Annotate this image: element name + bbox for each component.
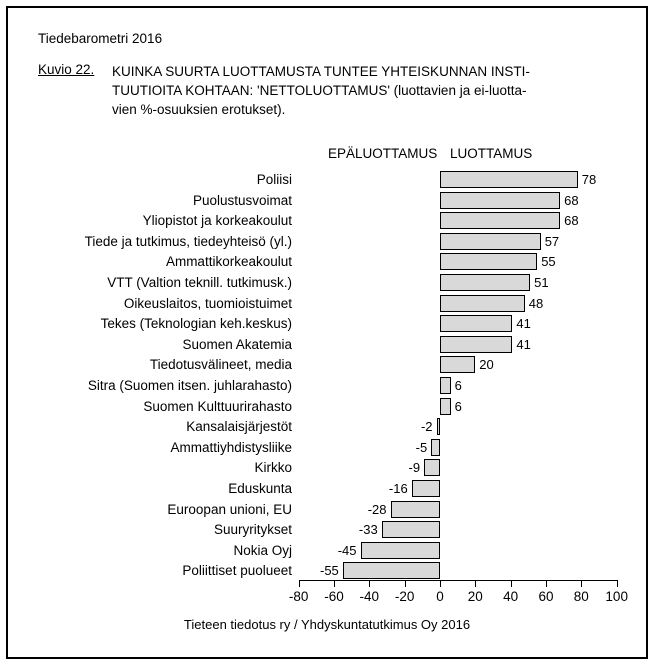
bar (440, 356, 475, 373)
value-label: -5 (415, 439, 428, 455)
value-label: -2 (420, 419, 433, 435)
value-label: -33 (358, 522, 378, 538)
category-label: Tekes (Teknologian keh.keskus) (100, 316, 292, 332)
bar (391, 501, 441, 518)
x-axis-tick-label: 100 (605, 589, 628, 604)
bar (437, 418, 441, 435)
bar (440, 212, 560, 229)
report-title: Tiedebarometri 2016 (38, 31, 163, 46)
bar (440, 171, 578, 188)
category-label: Ammattikorkeakoulut (165, 254, 292, 270)
x-axis-tick (440, 580, 441, 587)
source-footer: Tieteen tiedotus ry / Yhdyskuntatutkimus Oy 2016 (183, 617, 471, 632)
x-axis-tick (405, 580, 406, 587)
x-axis-tick (334, 580, 335, 587)
x-axis-tick (581, 580, 582, 587)
bar (361, 542, 441, 559)
x-axis-tick-label: -80 (288, 589, 309, 604)
category-label: Kirkko (254, 460, 292, 476)
figure-caption-line-2: TUUTIOITA KOHTAAN: 'NETTOLUOTTAMUS' (luottavien ja ei-luotta- (112, 83, 527, 98)
value-label: 20 (479, 357, 494, 373)
x-axis-tick (546, 580, 547, 587)
category-label: Poliisi (256, 172, 292, 187)
category-label: Tiedotusvälineet, media (149, 357, 292, 373)
bar (440, 192, 560, 209)
x-axis-tick-label: 40 (503, 589, 519, 604)
value-label: 57 (544, 233, 560, 249)
value-label: 41 (516, 336, 531, 352)
bar (440, 253, 537, 270)
category-label: Euroopan unioni, EU (167, 501, 292, 517)
value-label: -16 (388, 481, 408, 496)
x-axis-tick-label: 20 (467, 589, 483, 604)
x-axis-tick-label: -20 (394, 589, 415, 604)
bar (412, 480, 440, 497)
x-axis-tick-label: 0 (436, 589, 444, 604)
x-axis-tick-label: -60 (324, 589, 344, 604)
value-label: -28 (367, 501, 387, 517)
bar (440, 336, 512, 353)
x-axis-tick-label: -40 (359, 589, 380, 604)
bar (440, 377, 451, 394)
x-axis-tick (475, 580, 476, 587)
category-label: Nokia Oyj (233, 542, 292, 558)
category-label: Oikeuslaitos, tuomioistuimet (123, 295, 292, 311)
category-label: Eduskunta (228, 481, 292, 496)
category-label: Tiede ja tutkimus, tiedeyhteisö (yl.) (84, 233, 292, 249)
value-label: -45 (337, 542, 357, 558)
value-label: 48 (528, 295, 544, 311)
bar (440, 295, 525, 312)
x-axis-tick-label: 60 (538, 589, 554, 604)
column-header-trust: LUOTTAMUS (450, 146, 533, 161)
value-label: 6 (454, 378, 462, 393)
bar (440, 398, 451, 415)
bar (431, 439, 440, 456)
bar (382, 521, 440, 538)
value-label: 68 (564, 213, 579, 229)
figure-label: Kuvio 22. (38, 62, 95, 77)
category-label: Sitra (Suomen itsen. juhlarahasto) (87, 378, 292, 393)
bar (440, 274, 530, 291)
category-label: VTT (Valtion teknill. tutkimusk.) (107, 275, 292, 290)
value-label: 51 (534, 275, 549, 290)
category-label: Suomen Kulttuurirahasto (143, 398, 292, 414)
value-label: 68 (564, 192, 579, 208)
bar (440, 315, 512, 332)
value-label: -55 (320, 563, 339, 579)
value-label: -9 (408, 460, 421, 476)
category-label: Kansalaisjärjestöt (186, 419, 292, 435)
x-axis-tick (617, 580, 618, 587)
figure-caption-line-3: vien %-osuuksien erotukset). (112, 102, 286, 117)
column-header-distrust: EPÄLUOTTAMUS (328, 146, 438, 161)
x-axis-tick (369, 580, 370, 587)
category-label: Yliopistot ja korkeakoulut (142, 213, 292, 229)
value-label: 55 (541, 254, 556, 270)
value-label: 6 (454, 398, 462, 414)
figure-caption-line-1: KUINKA SUURTA LUOTTAMUSTA TUNTEE YHTEISKUNNAN INSTI- (112, 64, 530, 79)
value-label: 41 (516, 316, 531, 332)
x-axis-line (299, 580, 617, 581)
category-label: Puolustusvoimat (192, 192, 292, 208)
bar (440, 233, 541, 250)
value-label: 78 (581, 172, 597, 187)
bar (343, 562, 440, 579)
x-axis-tick (511, 580, 512, 587)
category-label: Suuryritykset (213, 522, 292, 538)
category-label: Ammattiyhdistysliike (170, 439, 292, 455)
x-axis-tick (299, 580, 300, 587)
x-axis-tick-label: 80 (573, 589, 589, 604)
category-label: Suomen Akatemia (182, 336, 292, 352)
bar (424, 459, 440, 476)
category-label: Poliittiset puolueet (182, 563, 292, 579)
